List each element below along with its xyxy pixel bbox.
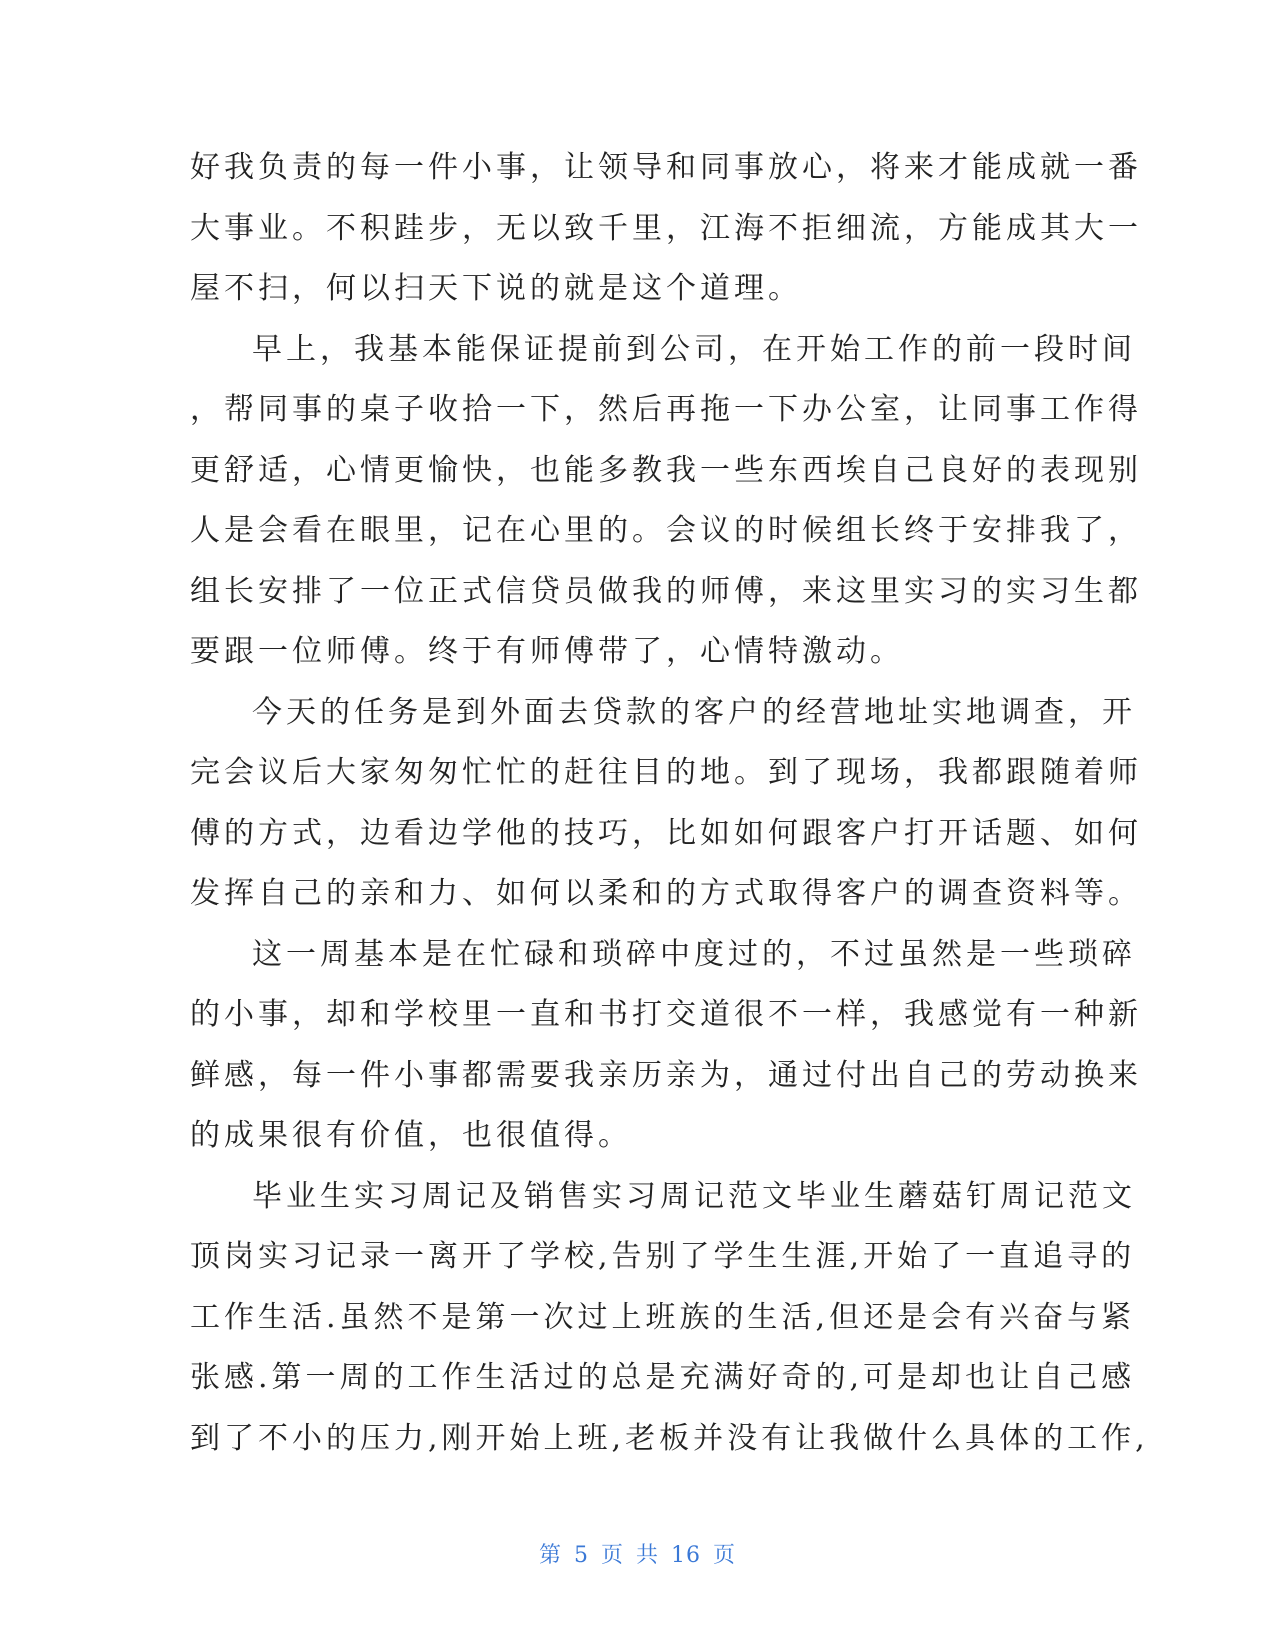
paragraph [190, 138, 1142, 320]
text-line: 这一周基本是在忙碌和琐碎中度过的，不过虽然是一些琐碎 [252, 936, 1136, 972]
footer-total-pages: 16 [671, 1543, 702, 1568]
text-line: 鲜感，每一件小事都需要我亲历亲为，通过付出自己的劳动换来 [190, 1057, 1142, 1093]
paragraph [190, 320, 1142, 683]
text-line: 完会议后大家匆匆忙忙的赶往目的地。到了现场，我都跟随着师 [190, 755, 1142, 790]
footer-prefix: 第 [538, 1543, 562, 1568]
paragraph [190, 925, 1142, 1167]
footer-total-prefix: 共 [636, 1543, 660, 1568]
text-line: 的小事，却和学校里一直和书打交道很不一样，我感觉有一种新 [190, 997, 1142, 1032]
text-line: 好我负责的每一件小事，让领导和同事放心，将来才能成就一番 [190, 150, 1142, 185]
text-line: 工作生活.虽然不是第一次过上班族的生活,但还是会有兴奋与紧 [190, 1299, 1136, 1335]
text-line: 要跟一位师傅。终于有师傅带了，心情特激动。 [190, 634, 904, 669]
paragraph [190, 1167, 1149, 1470]
footer-current-page: 5 [573, 1543, 589, 1568]
footer-suffix: 页 [713, 1543, 737, 1568]
text-line: 组长安排了一位正式信贷员做我的师傅，来这里实习的实习生都 [190, 573, 1142, 609]
text-line: 发挥自己的亲和力、如何以柔和的方式取得客户的调查资料等。 [190, 876, 1142, 911]
text-line: 更舒适，心情更愉快，也能多教我一些东西埃自己良好的表现别 [190, 452, 1142, 488]
page-footer [0, 1538, 1275, 1569]
text-line: 到了不小的压力,刚开始上班,老板并没有让我做什么具体的工作, [190, 1420, 1149, 1456]
text-line: 张感.第一周的工作生活过的总是充满好奇的,可是却也让自己感 [190, 1360, 1136, 1395]
footer-page-unit: 页 [600, 1543, 624, 1568]
text-line: 今天的任务是到外面去贷款的客户的经营地址实地调查，开 [252, 694, 1136, 730]
text-line: 的成果很有价值，也很值得。 [190, 1118, 632, 1153]
text-line: 屋不扫，何以扫天下说的就是这个道理。 [190, 271, 802, 306]
document-body [190, 138, 1149, 1469]
paragraph [190, 683, 1142, 925]
text-line: 大事业。不积跬步，无以致千里，江海不拒细流，方能成其大一 [190, 210, 1142, 246]
text-line: ，帮同事的桌子收拾一下，然后再拖一下办公室，让同事工作得 [190, 392, 1142, 427]
text-line: 顶岗实习记录一离开了学校,告别了学生生涯,开始了一直追寻的 [190, 1239, 1136, 1274]
text-line: 毕业生实习周记及销售实习周记范文毕业生蘑菇钉周记范文 [252, 1178, 1136, 1214]
text-line: 人是会看在眼里，记在心里的。会议的时候组长终于安排我了， [190, 513, 1142, 548]
text-line: 早上，我基本能保证提前到公司，在开始工作的前一段时间 [252, 331, 1136, 367]
text-line: 傅的方式，边看边学他的技巧，比如如何跟客户打开话题、如何 [190, 815, 1142, 851]
